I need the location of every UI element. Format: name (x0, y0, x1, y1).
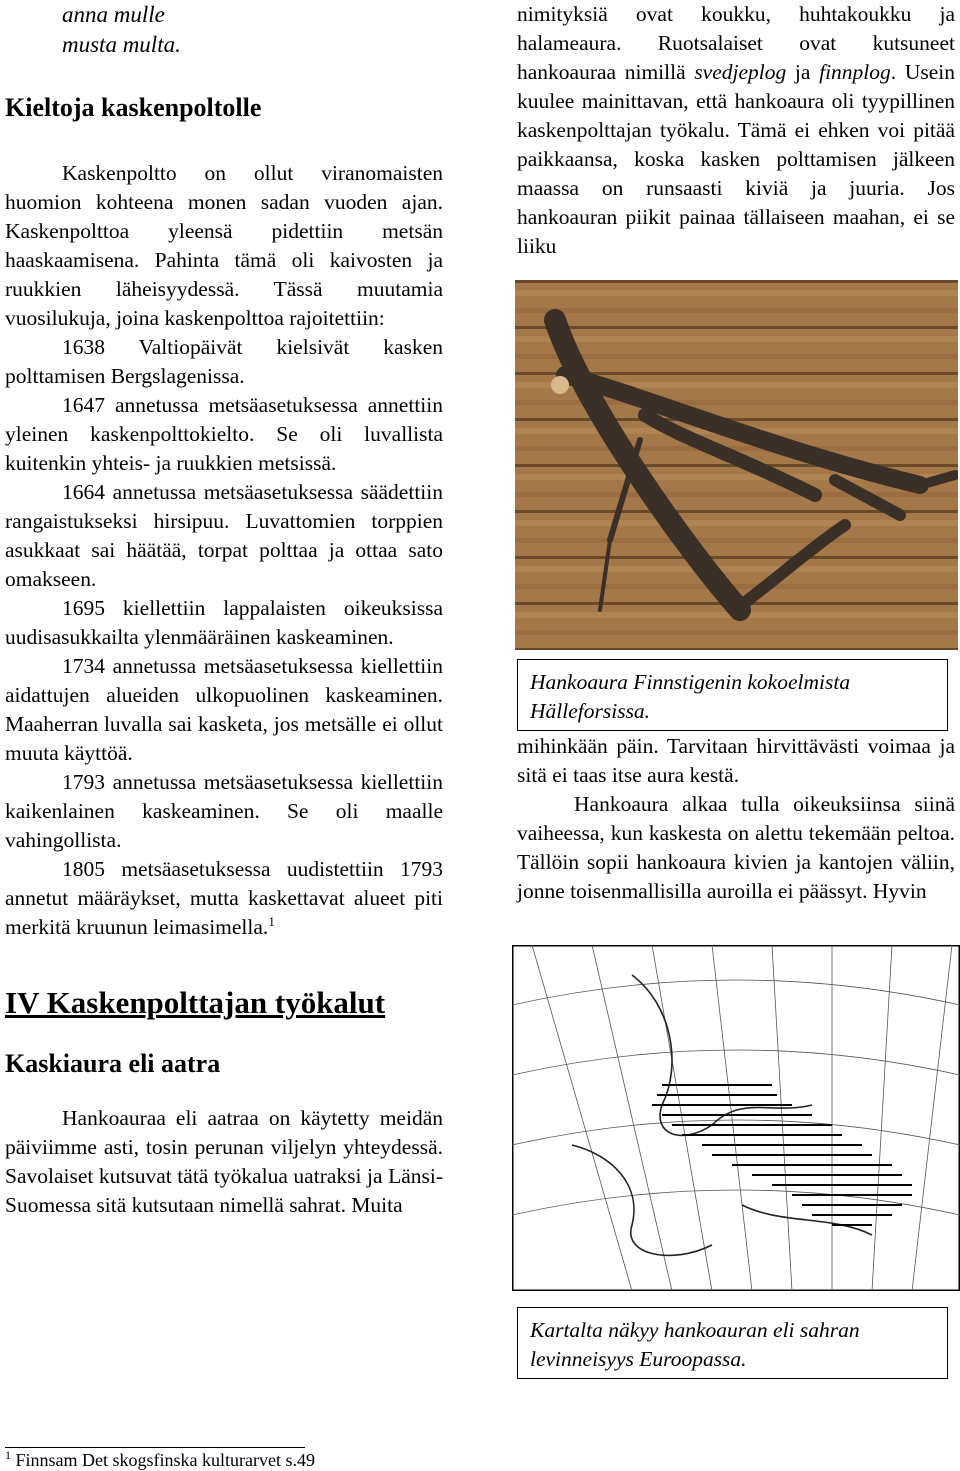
poem-line-1: anna mulle (62, 2, 165, 27)
paragraph-intro: Kaskenpoltto on ollut viranomaisten huomion kohteena monen sadan vuoden ajan. Kaskenpolttoa yleensä pidettiin metsän haaskaamisena. Pahinta tämä oli kaivosten ja ruukkien läheisyydessä. Tässä muutamia vuosilukuja, joina kaskenpolttoa rajoitettiin: (5, 161, 443, 330)
paragraph-1793: 1793 annetussa metsäasetuksessa kiellettiin kaikenlainen kaskeaminen. Se oli maalle vahingollista. (5, 770, 443, 852)
footnote-divider (5, 1447, 305, 1448)
paragraph-1734: 1734 annetussa metsäasetuksessa kiellettiin aidattujen alueiden ulkopuolinen kaskeaminen. Maaherran luvalla sai kasketa, jos metsälle ei ollut muuta käyttöä. (5, 654, 443, 765)
text-segment: . Usein kuulee mainittavan, että hankoaura oli tyypillinen kaskenpolttajan työkalu. Tämä ei ehken voi pitää paikkaansa, koska kasken polttamisen jälkeen maassa on runsaasti kiviä ja juuria. Jos hankoauran piikit painaa tällaiseen maahan, ei se liiku (517, 60, 955, 258)
right-column (517, 0, 955, 261)
paragraph-1664: 1664 annetussa metsäasetuksessa säädettiin rangaistukseksi hirsipuu. Luvattomien torppien asukkaat sai häätää, torpat polttaa ja ottaa sato omakseen. (5, 480, 443, 591)
text-segment: ja (786, 60, 820, 84)
footnote (5, 1449, 315, 1471)
caption-map: Kartalta näkyy hankoauran eli sahran levinneisyys Euroopassa. (517, 1307, 948, 1379)
paragraph-1638: 1638 Valtiopäivät kielsivät kasken polttamisen Bergslagenissa. (5, 335, 443, 388)
term-finnplog: finnplog (819, 60, 891, 84)
paragraph-hankoaura: Hankoaura alkaa tulla oikeuksiinsa siinä vaiheessa, kun kaskesta on alettu tekemään peltoa. Tällöin sopii hankoaura kivien ja kantojen väliin, jonne toisenmallisilla auroilla ei päässyt. Hyvin (517, 792, 955, 903)
footnote-number: 1 (5, 1448, 11, 1462)
right-column-mid (517, 732, 955, 906)
heading-iv: IV Kaskenpolttajan työkalut (5, 985, 386, 1020)
wooden-knob (551, 376, 569, 394)
paragraph-1805 (5, 855, 443, 942)
footnote-text: Finnsam Det skogsfinska kulturarvet s.49 (11, 1450, 315, 1470)
footnote-ref: 1 (268, 913, 275, 929)
heading-kieltoja: Kieltoja kaskenpoltolle (5, 93, 262, 122)
term-svedjeplog: svedjeplog (694, 60, 787, 84)
poem-line-2: musta multa. (62, 32, 181, 57)
europe-map (512, 945, 960, 1291)
heading-kaskiaura: Kaskiaura eli aatra (5, 1049, 221, 1078)
paragraph-mihinkaan: mihinkään päin. Tarvitaan hirvittävästi voimaa ja sitä ei taas itse aura kestä. (517, 734, 955, 787)
paragraph-1647: 1647 annetussa metsäasetuksessa annettiin yleinen kaskenpolttokielto. Se oli luvallista kuitenkin yhteis- ja ruukkien metsissä. (5, 393, 443, 475)
caption-plough: Hankoaura Finnstigenin kokoelmista Hälleforsissa. (517, 659, 948, 731)
text-segment: nimityksiä ovat koukku, huhtakoukku ja halameaura. Ruotsalaiset ovat kutsuneet hankoauraa nimillä (517, 2, 955, 84)
paragraph-1695: 1695 kiellettiin lappalaisten oikeuksissa uudisasukkailta ylenmääräinen kaskeaminen. (5, 596, 443, 649)
left-column (5, 0, 443, 1220)
paragraph-aatra: Hankoauraa eli aatraa on käytetty meidän päiviimme asti, tosin perunan viljelyn yhteydessä. Savolaiset kutsuvat tätä työkalua uatraksi ja Länsi-Suomessa sitä kutsutaan nimellä sahrat. Muita (5, 1106, 443, 1217)
plough-photo (515, 280, 958, 650)
paragraph-1805-text: 1805 metsäasetuksessa uudistettiin 1793 annetut määräykset, mutta kaskettavat alueet piti merkitä kruunun leimasimella. (5, 857, 443, 939)
paragraph-nimityksia (517, 0, 955, 261)
